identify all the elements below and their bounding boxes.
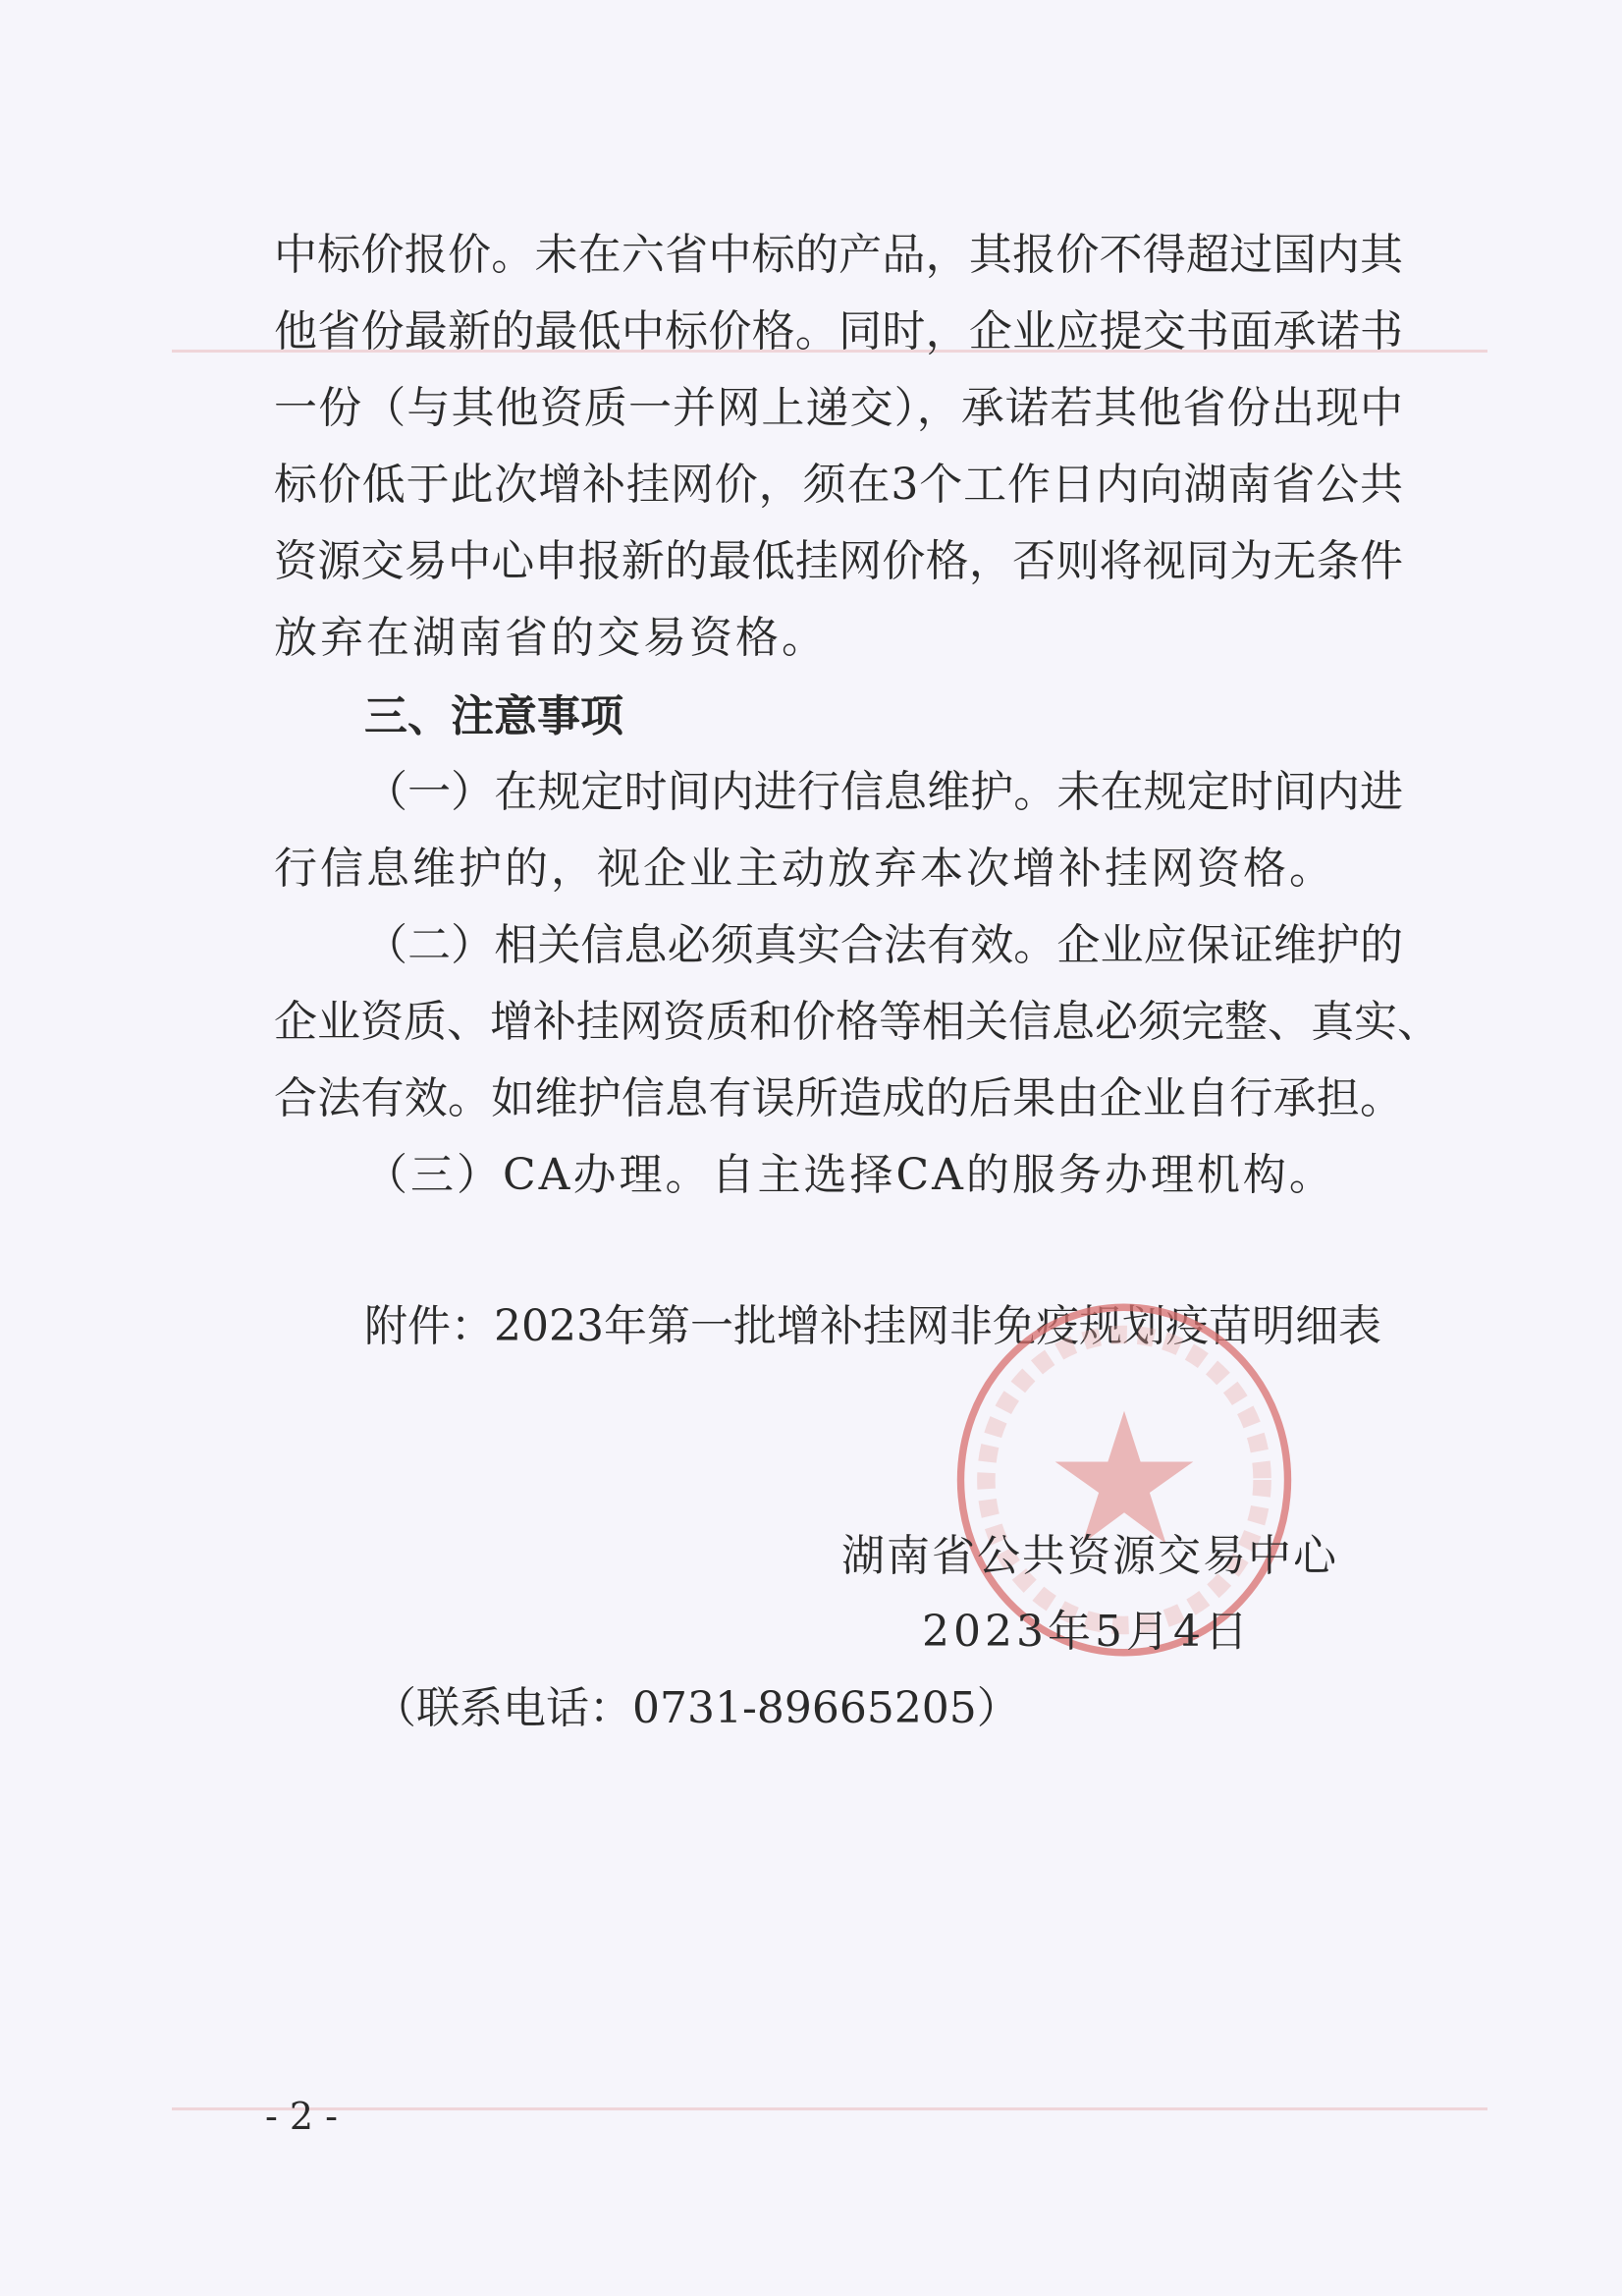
seal-star-icon [1055, 1411, 1194, 1544]
footer-rule [172, 2107, 1487, 2110]
paragraph-line: 中标价报价。未在六省中标的产品，其报价不得超过国内其 [274, 230, 1403, 280]
paragraph-line: 放弃在湖南省的交易资格。 [274, 613, 828, 663]
issue-date: 2023年5月4日 [922, 1607, 1252, 1657]
paragraph-line: 标价低于此次增补挂网价，须在3个工作日内向湖南省公共 [274, 460, 1403, 510]
issuer-name: 湖南省公共资源交易中心 [841, 1531, 1338, 1581]
item-2-line: 企业资质、增补挂网资质和价格等相关信息必须完整、真实、 [274, 997, 1440, 1047]
item-1-line: 行信息维护的，视企业主动放弃本次增补挂网资格。 [274, 844, 1335, 894]
item-2-line: （二）相关信息必须真实合法有效。企业应保证维护的 [364, 920, 1403, 970]
paragraph-line: 一份（与其他资质一并网上递交），承诺若其他省份出现中 [274, 383, 1403, 433]
page-number: - 2 - [265, 2095, 339, 2138]
paragraph-line: 资源交易中心申报新的最低挂网价格，否则将视同为无条件 [274, 536, 1403, 586]
item-1-line: （一）在规定时间内进行信息维护。未在规定时间内进 [364, 767, 1403, 817]
attachment-line: 附件：2023年第一批增补挂网非免疫规划疫苗明细表 [364, 1301, 1381, 1351]
paragraph-line: 他省份最新的最低中标价格。同时，企业应提交书面承诺书 [274, 306, 1403, 356]
item-2-line: 合法有效。如维护信息有误所造成的后果由企业自行承担。 [274, 1073, 1403, 1123]
contact-phone: （联系电话：0731-89665205） [373, 1683, 1020, 1733]
section-heading: 三、注意事项 [364, 691, 623, 741]
item-3-line: （三）CA办理。自主选择CA的服务办理机构。 [364, 1150, 1335, 1200]
